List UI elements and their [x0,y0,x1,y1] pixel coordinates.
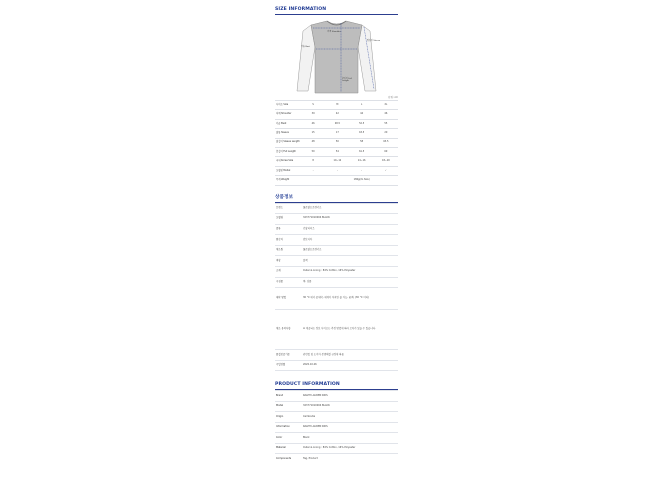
en-info-row [275,454,398,465]
size-cell [374,176,398,185]
en-info-row [275,433,398,444]
detail-column [275,0,398,464]
size-table-row [275,176,398,185]
size-cell: 69 [374,147,398,156]
size-row-label: 가슴 Bust [275,119,301,128]
kr-info-label: 수입연월 [275,360,302,371]
size-cell: 20 [374,129,398,138]
en-info-value: Tag, Product [302,454,398,465]
kr-info-value: 폴로랄프로렌키즈 [302,203,398,214]
en-info-table [275,390,398,464]
en-info-label: Components [275,454,302,465]
tshirt-diagram-icon [275,17,398,95]
kr-info-value: 긴팔티셔츠 [302,224,398,235]
size-table-row [275,138,398,147]
size-section-rule [275,14,398,15]
kr-info-label: 종류 [275,224,302,235]
kr-info-value: 관련법 및 소비자 분쟁해결 규정에 따름 [302,350,398,361]
size-cell: 46 [301,119,325,128]
size-cell: - [325,166,349,175]
kr-info-value: 2020.10.26 [302,360,398,371]
kr-info-label: 색상 [275,256,302,267]
size-table [275,100,398,186]
en-info-value: Outer & Lining : 84% Cotton, 16% Polyester [302,443,398,454]
size-cell: 58 [350,138,374,147]
en-info-row [275,422,398,433]
size-row-label: 팔길이 Sleeve Length [275,138,301,147]
size-cell: 48 [301,138,325,147]
diagram-label-sleeve: 팔길이 Sleeve [367,40,381,42]
size-cell: 8 [301,157,325,166]
kr-info-value: Outer & Lining : 84% Cotton, 16% Polyester [302,267,398,278]
kr-info-row [275,360,398,371]
size-cell: 39 [301,110,325,119]
kr-info-row [275,350,398,361]
size-table-row [275,119,398,128]
size-cell: 186g(XL Size) [350,176,374,185]
en-info-row [275,443,398,454]
size-cell: 48.5 [325,119,349,128]
en-info-row [275,391,398,402]
kr-info-row [275,288,398,310]
size-row-label: 국내 Korea Size [275,157,301,166]
size-row-label: 총길이 Full Length [275,147,301,156]
kr-info-label: 제조원 [275,245,302,256]
size-cell: 63.5 [374,138,398,147]
en-info-row [275,401,398,412]
size-cell: XL [374,101,398,110]
kr-info-value: 30 °C 에서 중세탁, 세제가 부착된 물 가능, 표백, (30 °C 이하) [302,288,398,310]
size-section-title: SIZE INFORMATION [275,7,327,12]
en-info-label: Origin [275,412,302,423]
kr-info-label: 품질보증기준 [275,350,302,361]
size-row-label: 모델핏 Model [275,166,301,175]
en-info-label: Information [275,422,302,433]
size-cell: 44 [350,110,374,119]
en-info-value: Cambodia [302,412,398,423]
size-cell: 61.5 [350,147,374,156]
size-cell: 46 [374,110,398,119]
size-cell: 50 [301,147,325,156]
size-row-label: 어깨 Shoulder [275,110,301,119]
size-table-row [275,147,398,156]
kr-info-label: 세탁 방법 [275,288,302,310]
size-row-label: 사이즈 Size [275,101,301,110]
kr-info-row [275,267,398,278]
size-table-row [275,157,398,166]
size-cell: M [325,101,349,110]
size-row-label: 무게 Weight [275,176,301,185]
en-section-title: PRODUCT INFORMATION [275,382,340,388]
kr-info-label: 모델명 [275,214,302,225]
size-cell: 54 [325,147,349,156]
en-info-label: Material [275,443,302,454]
kr-info-table [275,203,398,372]
size-table-row [275,166,398,175]
kr-info-row [275,214,398,225]
kr-info-row [275,310,398,350]
kr-info-row [275,224,398,235]
size-cell: 50 [325,138,349,147]
kr-info-label: 브랜드 [275,203,302,214]
size-unit-label: 단위: cm [388,96,398,99]
size-cell: 10~12 [325,157,349,166]
size-cell: 55 [374,119,398,128]
en-info-label: Brand [275,391,302,402]
kr-info-row [275,256,398,267]
diagram-label-chest: 가슴 Bust [301,46,310,48]
kr-info-value: 택, 상품 [302,277,398,288]
size-cell: 52.5 [350,119,374,128]
size-table-row [275,129,398,138]
size-cell: L [350,101,374,110]
en-info-label: Model [275,401,302,412]
kr-info-row [275,235,398,246]
kr-info-row [275,277,398,288]
diagram-label-length: 총길이 Full Length [342,78,352,82]
size-table-row [275,101,398,110]
kr-info-value: 폴로랄프로렌키즈 [302,245,398,256]
size-cell: - [350,166,374,175]
kr-info-label: 구성품 [275,277,302,288]
size-cell: 17 [325,129,349,138]
size-cell: 15 [301,129,325,138]
en-info-value: Black [302,433,398,444]
size-diagram [275,17,398,95]
kr-info-value: 323771010004 BLACK [302,214,398,225]
kr-info-row [275,245,398,256]
en-info-label: Color [275,433,302,444]
size-cell: - [301,166,325,175]
en-info-row [275,412,398,423]
diagram-label-shoulder: 어깨 Shoulder [327,31,341,33]
en-info-value: RALPH LAUREN KIDS [302,391,398,402]
size-cell: 42 [325,110,349,119]
en-info-value: 323771010004 BLACK [302,401,398,412]
size-table-row [275,110,398,119]
size-cell: 18~20 [374,157,398,166]
kr-info-label: 제조 유의사항 [275,310,302,350]
en-info-value: RALPH LAUREN KIDS [302,422,398,433]
size-cell: ✓ [374,166,398,175]
kr-info-value: ※ 제공되는 정보 사이즈는 측정 방법에 따라 오차가 있을 수 있습니다. [302,310,398,350]
size-cell: 14~16 [350,157,374,166]
size-cell [301,176,325,185]
size-row-label: 팔통 Sleeve [275,129,301,138]
kr-info-value: 캄보디아 [302,235,398,246]
kr-info-value: 블랙 [302,256,398,267]
size-cell: 18.5 [350,129,374,138]
kr-section-title: 상품정보 [275,194,294,200]
kr-info-label: 원산지 [275,235,302,246]
kr-info-label: 소재 [275,267,302,278]
size-cell: S [301,101,325,110]
size-cell [325,176,349,185]
kr-info-row [275,203,398,214]
